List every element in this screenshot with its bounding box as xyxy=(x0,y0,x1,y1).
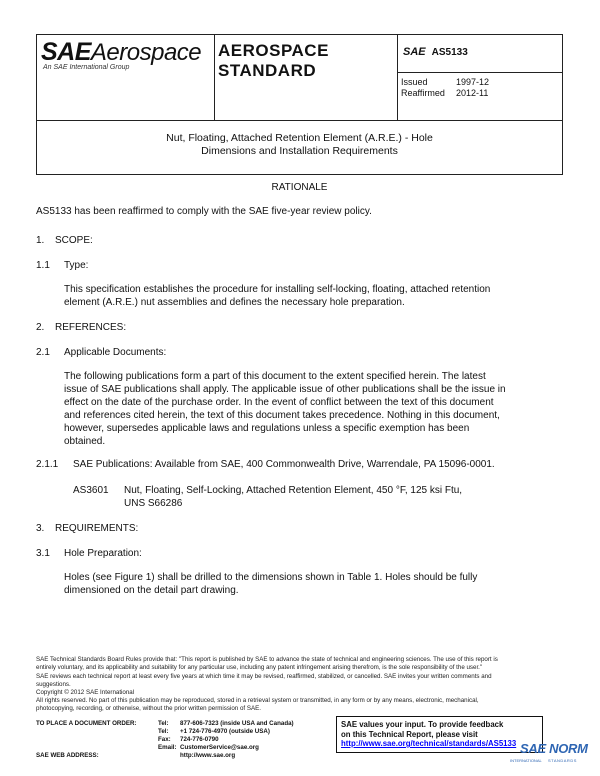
section-3-1-text: Holes (see Figure 1) shall be drilled to the dimensions shown in Table 1. Holes should be fully dimensioned on the detail part drawing. xyxy=(64,572,478,596)
web-link[interactable]: http://www.sae.org xyxy=(180,752,236,759)
section-1-title: SCOPE: xyxy=(55,235,93,246)
footer-fine-print: SAE Technical Standards Board Rules provide that: "This report is published by SAE to advance the state of technical and engineering sciences. The use of this report is entirely voluntary, and its applicability and suitability for any particular use, including any patent infringement arising therefrom, is the sole responsibility of the user." SAE reviews each technical report at least every five years at which time it may be revised, reaffirmed, stabilized, or cancelled. SAE invites your written comments and suggestions. Copyright © 2012 SAE International All rights reserved. No part of this publication may be reproduced, stored in a retrieval system or transmitted, in any form or by any means, electronic, mechanical, photocopying, recording, or otherwise, without the prior written permission of SAE. xyxy=(36,656,566,713)
section-2-1-1-number: 2.1.1 xyxy=(36,459,59,470)
tel-value: 877-606-7323 (inside USA and Canada) xyxy=(180,720,294,727)
section-3-number: 3. xyxy=(36,523,45,534)
header-divider xyxy=(397,72,563,73)
reference-description: Nut, Floating, Self-Locking, Attached Retention Element, 450 °F, 125 ksi Ftu, UNS S66286 xyxy=(124,485,463,509)
feedback-link[interactable]: http://www.sae.org/technical/standards/AS5133 xyxy=(341,739,517,748)
email-link[interactable]: CustomerService@sae.org xyxy=(180,744,259,751)
issued-value: 1997-12 xyxy=(456,77,490,87)
rationale-heading: RATIONALE xyxy=(271,182,328,193)
sae-logo-icon: SAE xyxy=(403,46,426,58)
rationale-text: AS5133 has been reaffirmed to comply with the SAE five-year review policy. xyxy=(36,206,372,217)
reaffirmed-label: Reaffirmed xyxy=(401,88,445,98)
section-2-1-text: The following publications form a part of this document to the extent specified herein. The latest issue of SAE publications shall apply. The applicable issue of other publications shall be the issue in effect on the date of the purchase order. In the event of conflict between the text of this document and references cited herein, the text of this document takes precedence. Nothing in this document, however, supersedes applicable laws and regulations unless a specific exemption has been obtained. xyxy=(64,371,506,447)
sae-aerospace-logo: SAEAerospace xyxy=(41,38,202,66)
section-1-1-number: 1.1 xyxy=(36,260,50,271)
order-contact: TO PLACE A DOCUMENT ORDER: Tel: 877-606-7323 (inside USA and Canada) Tel: +1 724-776-4970 (outside USA) Fax: 724-776-0790 Email: CustomerService@sae.org SAE WEB ADDRESS: http://www.sae.org xyxy=(36,720,294,759)
watermark-logo: SAE NORM xyxy=(520,741,588,756)
section-3-title: REQUIREMENTS: xyxy=(55,523,139,534)
section-1-number: 1. xyxy=(36,235,45,246)
header-divider xyxy=(214,35,215,120)
brand-subtitle: An SAE International Group xyxy=(43,64,130,71)
issue-meta xyxy=(401,77,489,99)
tel2-value: +1 724-776-4970 (outside USA) xyxy=(180,728,270,735)
section-2-1-number: 2.1 xyxy=(36,347,50,358)
web-label: SAE WEB ADDRESS: xyxy=(36,752,99,759)
copyright: Copyright © 2012 SAE International xyxy=(36,689,135,696)
header-divider xyxy=(397,35,398,120)
order-label: TO PLACE A DOCUMENT ORDER: xyxy=(36,720,137,727)
section-1-1-title: Type: xyxy=(64,260,89,271)
section-3-1-number: 3.1 xyxy=(36,548,50,559)
feedback-box: SAE values your input. To provide feedback on this Technical Report, please visit http://www.sae.org/technical/standards/AS5133 xyxy=(336,716,543,753)
section-2-title: REFERENCES: xyxy=(55,322,127,333)
section-2-1-title: Applicable Documents: xyxy=(64,347,167,358)
document-number: SAE AS5133 xyxy=(403,46,468,58)
fax-value: 724-776-0790 xyxy=(180,736,219,743)
section-2-number: 2. xyxy=(36,322,45,333)
watermark-sub: INTERNATIONAL xyxy=(510,758,542,763)
section-3-1-title: Hole Preparation: xyxy=(64,548,142,559)
reference-id: AS3601 xyxy=(73,485,109,496)
standard-title: AEROSPACE STANDARD xyxy=(218,41,329,80)
issued-label: Issued xyxy=(401,77,428,87)
document-title: Nut, Floating, Attached Retention Element (A.R.E.) - Hole Dimensions and Installation Requirements xyxy=(166,132,433,157)
watermark-sub: STANDARDS xyxy=(548,758,577,763)
section-1-1-text: This specification establishes the procedure for installing self-locking, floating, attached retention element (A.R.E.) nut assemblies and defines the necessary hole preparation. xyxy=(64,284,491,308)
section-2-1-1-text: SAE Publications: Available from SAE, 400 Commonwealth Drive, Warrendale, PA 15096-0001. xyxy=(73,459,495,470)
reaffirmed-value: 2012-11 xyxy=(456,88,489,98)
